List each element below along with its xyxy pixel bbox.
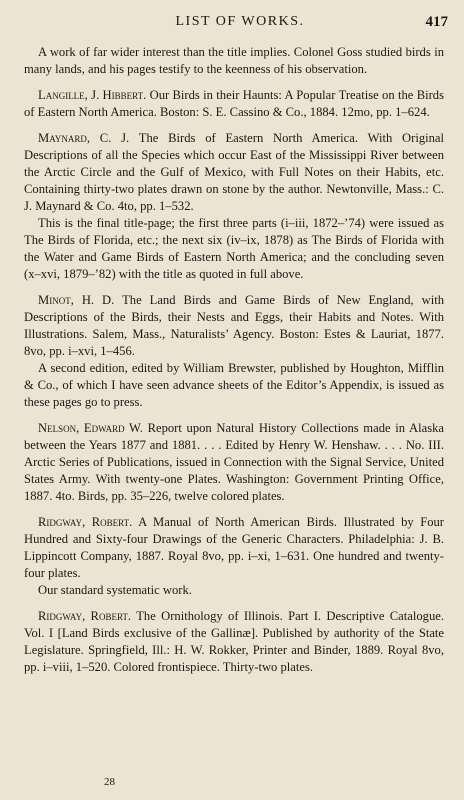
bibliography-entry (24, 292, 444, 411)
entry-author: Ridgway, Robert. (38, 515, 133, 529)
bibliography-entry (24, 130, 444, 283)
entry-author: Maynard, C. J. (38, 131, 130, 145)
entry-author: Minot, H. D. (38, 293, 115, 307)
page-body (24, 44, 444, 676)
entry-author: Nelson, Edward W. (38, 421, 143, 435)
header-title: LIST OF WORKS. (175, 14, 305, 29)
entry-text: Our Birds in their Haunts: A Popular Treatise on the Birds of Eastern North America. Boston: S. E. Cassino & Co., 1884. 12mo, pp. 1–624. (24, 88, 444, 119)
entry-text: The Ornithology of Illinois. Part I. Descriptive Catalogue. Vol. I [Land Birds exclusive of the Gallinæ]. Published by authority of the State Legislature. Springfield, Ill.: H. W. Rokker, Printer and Binder, 1889. Royal 8vo, pp. i–viii, 1–520. Colored frontispiece. Thirty-two plates. (24, 609, 444, 674)
entry-author: Langille, J. Hibbert. (38, 88, 147, 102)
bibliography-entry (24, 420, 444, 505)
bibliography-entry (24, 87, 444, 121)
intro-paragraph: A work of far wider interest than the title implies. Colonel Goss studied birds in many lands, and his pages testify to the keenness of his observation. (24, 45, 444, 76)
running-header (30, 14, 450, 32)
entry-note: This is the final title-page; the first three parts (i–iii, 1872–’74) were issued as The Birds of Florida, etc.; the next six (iv–ix, 1878) as The Birds of Florida with the Water and Game Birds of Eastern North America; and the concluding seven (x–xvi, 1879–’82) with the title as quoted in full above. (24, 216, 444, 281)
entry-text: The Birds of Eastern North America. With Original Descriptions of all the Species which occur East of the Mississippi River between the Arctic Circle and the Gulf of Mexico, with Full Notes on their Habits, etc. Containing thirty-two plates drawn on stone by the author. Newtonville, Mass.: C. J. Maynard & Co. 4to, pp. 1–532. (24, 131, 444, 213)
entry-note: Our standard systematic work. (38, 583, 192, 597)
entry-text: Report upon Natural History Collections made in Alaska between the Years 1877 and 1881. . . . Edited by Henry W. Henshaw. . . . No. III. Arctic Series of Publications, issued in Connection with the Signal Service, United States Army. With twenty-one Plates. Washington: Government Printing Office, 1887. 4to. Birds, pp. 35–226, twelve colored plates. (24, 421, 444, 503)
entry-author: Ridgway, Robert. (38, 609, 132, 623)
entry-text: A Manual of North American Birds. Illustrated by Four Hundred and Sixty-four Drawings of the Generic Characters. Philadelphia: J. B. Lippincott Company, 1887. Royal 8vo, pp. i–xi, 1–631. One hundred and twenty-four plates. (24, 515, 444, 580)
bibliography-entry (24, 608, 444, 676)
bibliography-entry (24, 514, 444, 599)
page-number: 417 (425, 14, 448, 30)
entry-text: The Land Birds and Game Birds of New England, with Descriptions of the Birds, their Nests and Eggs, their Habits and Notes. With Illustrations. Salem, Mass., Naturalists’ Agency. Boston: Estes & Lauriat, 1877. 8vo, pp. i–xvi, 1–456. (24, 293, 445, 358)
entry-note: A second edition, edited by William Brewster, published by Houghton, Mifflin & Co., of which I have seen advance sheets of the Editor’s Appendix, is issued as these pages go to press. (24, 361, 444, 409)
signature-mark: 28 (104, 776, 115, 788)
